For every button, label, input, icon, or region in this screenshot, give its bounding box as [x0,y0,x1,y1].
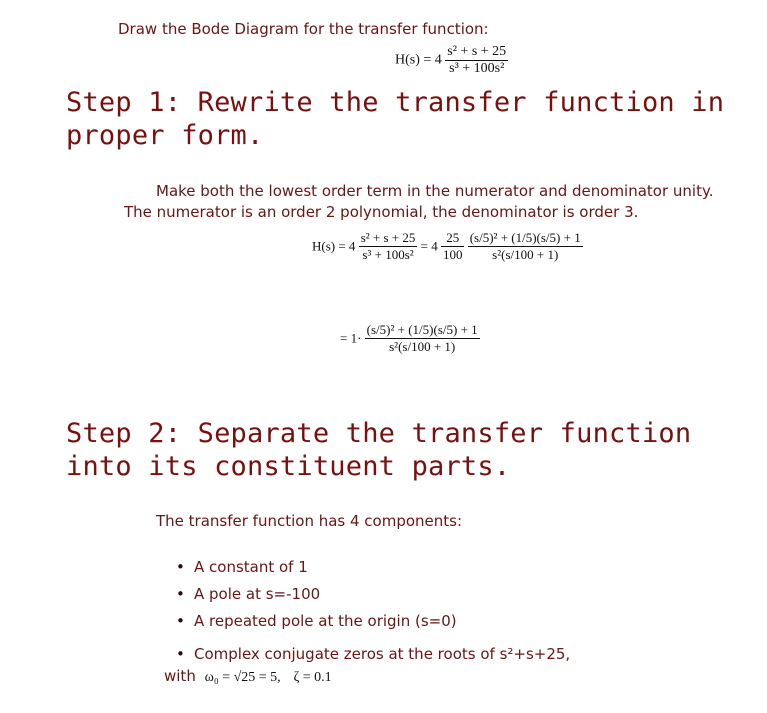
component-item-4: • Complex conjugate zeros at the roots of s²+s+25, [172,641,570,668]
eq1-frac3 [468,230,583,263]
eq1-frac2-num: 25 [441,230,465,247]
eq1-lhs: H(s) = 4 [312,238,356,254]
step1-text-line1: Make both the lowest order term in the numerator and denominator unity. [156,182,714,200]
intro-tf-denominator: s³ + 100s² [449,61,505,76]
intro-transfer-function [395,44,508,77]
eq2-frac-num: (s/5)² + (1/5)(s/5) + 1 [366,322,478,337]
omega-zeta-line [164,667,332,686]
intro-tf-lhs: H(s) = 4 [395,52,442,68]
component-item-2: • A pole at s=-100 [172,581,570,608]
eq1-frac2-den: 100 [442,247,463,262]
components-list [172,554,570,668]
eq2-frac-den: s²(s/100 + 1) [389,339,456,354]
zeta-value: ζ = 0.1 [293,670,332,685]
eq1-frac1-num: s² + s + 25 [360,230,416,245]
intro-tf-fraction [445,44,508,77]
intro-tf-numerator: s² + s + 25 [447,44,507,59]
eq2-frac [365,322,480,355]
step2-heading: Step 2: Separate the transfer function into its constituent parts. [66,418,692,482]
eq1-frac1-den: s³ + 100s² [362,247,414,262]
step1-equation2 [340,322,480,355]
eq1-frac3-den: s²(s/100 + 1) [492,247,559,262]
eq2-lhs: = 1· [340,330,362,346]
eq1-frac3-num: (s/5)² + (1/5)(s/5) + 1 [469,230,581,245]
step1-text-line2: The numerator is an order 2 polynomial, the denominator is order 3. [124,203,639,221]
eq1-frac2 [441,230,465,263]
step2-intro: The transfer function has 4 components: [156,512,463,530]
eq1-frac1 [359,230,418,263]
eq1-eq: = 4 [420,238,438,254]
omega-value: ω₀ = √25 = 5, [204,670,281,685]
intro-prompt: Draw the Bode Diagram for the transfer function: [118,20,489,38]
step1-equation1 [312,230,583,263]
component-item-3: • A repeated pole at the origin (s=0) [172,608,570,635]
component-item-1: • A constant of 1 [172,554,570,581]
with-label: with [164,667,196,685]
step1-heading: Step 1: Rewrite the transfer function in proper form. [66,87,725,151]
